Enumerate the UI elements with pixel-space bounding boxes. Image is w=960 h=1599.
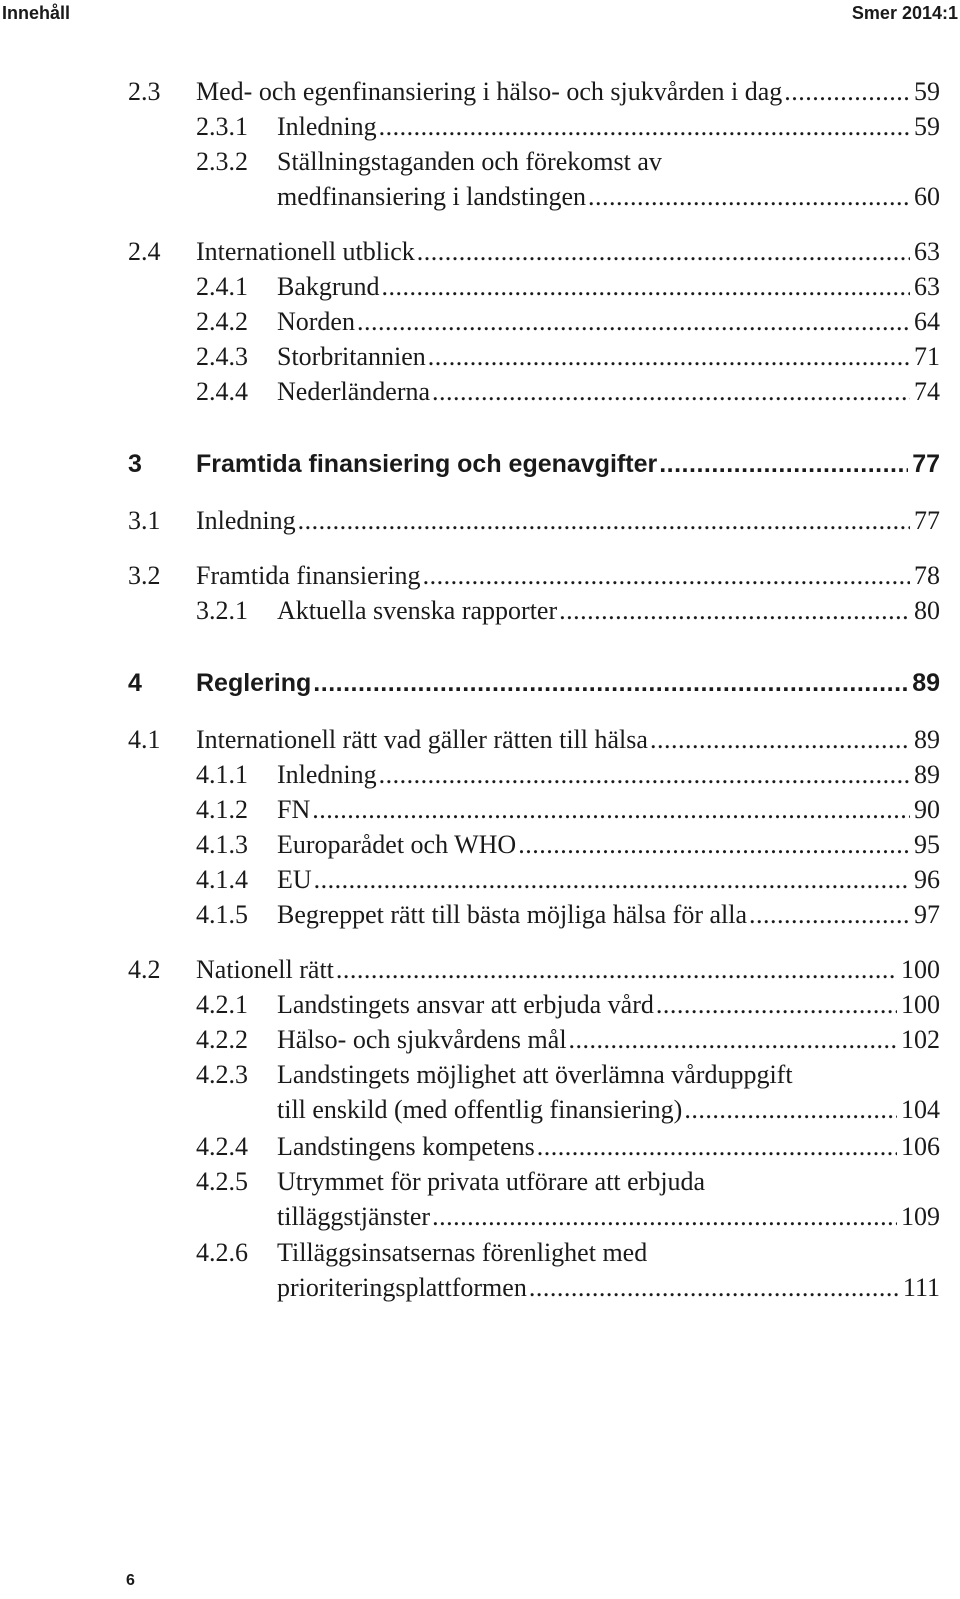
toc-entry-number: 4.1.2 (196, 795, 248, 824)
toc-entry-page: 102 (901, 1025, 940, 1054)
toc-entry-line (277, 179, 940, 214)
toc-entry-line (277, 1129, 940, 1164)
toc-entry-body (277, 1129, 940, 1164)
toc-entry-title: Bakgrund (277, 272, 380, 301)
toc-entry-body (277, 269, 940, 304)
toc-entry-body (277, 593, 940, 628)
toc-entry-page: 111 (902, 1273, 940, 1302)
dot-leader (684, 1092, 897, 1127)
toc-entry-line (277, 339, 940, 374)
dot-leader (382, 269, 910, 304)
toc-entry-page: 77 (914, 506, 940, 535)
dot-leader (432, 374, 910, 409)
toc-entry-body (277, 757, 940, 792)
toc-entry-number: 4.2.2 (196, 1025, 248, 1054)
toc-entry-body (277, 374, 940, 409)
toc-entry-number: 2.4.2 (196, 307, 248, 336)
toc-entry-number: 4.1.1 (196, 760, 248, 789)
toc-entry-body (277, 827, 940, 862)
toc-entry-number: 4 (128, 669, 142, 697)
dot-leader (379, 109, 910, 144)
toc-entry-title: Inledning (196, 506, 296, 535)
dot-leader (432, 1199, 897, 1234)
toc-entry-body (196, 447, 940, 482)
toc-entry-title: tilläggstjänster (277, 1202, 431, 1231)
dot-leader (313, 666, 908, 701)
toc-entry-line (277, 827, 940, 862)
toc-entry-page: 89 (914, 760, 940, 789)
toc-entry-number: 2.4.4 (196, 377, 248, 406)
toc-entry-body (277, 109, 940, 144)
toc-entry-title: medfinansiering i landstingen (277, 182, 587, 211)
toc-entry-page: 100 (901, 955, 940, 984)
toc-entry-number: 3.2 (128, 561, 161, 590)
toc-entry-line (277, 987, 940, 1022)
dot-leader (314, 862, 910, 897)
dot-leader (650, 722, 910, 757)
toc-entry-title: Framtida finansiering och egenavgifter (196, 450, 658, 478)
dot-leader (357, 304, 910, 339)
toc-entry-number: 4.2.5 (196, 1167, 248, 1196)
toc-entry-number: 3.1 (128, 506, 161, 535)
toc-entry-page: 106 (901, 1132, 940, 1161)
toc-entry-title: Framtida finansiering (196, 561, 421, 590)
toc-entry-line (277, 792, 940, 827)
dot-leader (428, 339, 910, 374)
toc-entry-line (277, 1270, 940, 1305)
toc-entry-title: Med- och egenfinansiering i hälso- och sjukvården i dag (196, 77, 783, 106)
dot-leader (423, 558, 910, 593)
toc-entry-title: Internationell rätt vad gäller rätten till hälsa (196, 725, 648, 754)
dot-leader (569, 1022, 897, 1057)
toc-entry-title: Begreppet rätt till bästa möjliga hälsa för alla (277, 900, 748, 929)
toc-entry-page: 97 (914, 900, 940, 929)
toc-entry-number: 4.1 (128, 725, 161, 754)
toc-entry-title: Nationell rätt (196, 955, 334, 984)
toc-entry-line (277, 1164, 940, 1199)
toc-entry-number: 4.2.1 (196, 990, 248, 1019)
toc-entry-title: Storbritannien (277, 342, 426, 371)
toc-entry-page: 63 (914, 272, 940, 301)
toc-entry-page: 59 (914, 77, 940, 106)
toc-entry-page: 74 (914, 377, 940, 406)
toc-entry-title: Internationell utblick (196, 237, 415, 266)
toc-entry-line (196, 952, 940, 987)
toc-entry-page: 109 (901, 1202, 940, 1231)
toc-entry-page: 71 (914, 342, 940, 371)
toc-entry-body (277, 1022, 940, 1057)
toc-entry-title: Norden (277, 307, 355, 336)
toc-entry-number: 4.1.4 (196, 865, 248, 894)
toc-entry-number: 3 (128, 450, 142, 478)
toc-entry-title: Europarådet och WHO (277, 830, 517, 859)
toc-entry-page: 80 (914, 596, 940, 625)
toc-entry-line (277, 374, 940, 409)
toc-entry-line (196, 722, 940, 757)
toc-entry-number: 3.2.1 (196, 596, 248, 625)
toc-entry-title: Hälso- och sjukvårdens mål (277, 1025, 567, 1054)
page-number: 6 (126, 1572, 135, 1589)
toc-entry-page: 90 (914, 795, 940, 824)
toc-entry-line (277, 1092, 940, 1127)
toc-entry-body (277, 304, 940, 339)
toc-entry-title: Nederländerna (277, 377, 431, 406)
toc-entry-title: Utrymmet för privata utförare att erbjuda (277, 1167, 706, 1196)
toc-entry-page: 89 (914, 725, 940, 754)
toc-entry-body (277, 144, 940, 214)
toc-entry-body (196, 558, 940, 593)
toc-entry-title: Inledning (277, 760, 377, 789)
toc-entry-number: 2.3.2 (196, 147, 248, 176)
toc-entry-line (277, 144, 940, 179)
toc-entry-number: 4.2.3 (196, 1060, 248, 1089)
dot-leader (518, 827, 910, 862)
toc-entry-line (277, 897, 940, 932)
dot-leader (588, 179, 910, 214)
toc-entry-line (196, 447, 940, 482)
toc-entry-page: 100 (901, 990, 940, 1019)
dot-leader (537, 1129, 897, 1164)
toc-entry-title: Ställningstaganden och förekomst av (277, 147, 662, 176)
dot-leader (784, 74, 910, 109)
running-head-report-id: Smer 2014:1 (851, 3, 958, 23)
toc-entry-title: till enskild (med offentlig finansiering) (277, 1095, 683, 1124)
toc-entry-body (277, 1164, 940, 1234)
toc-entry-number: 2.4.1 (196, 272, 248, 301)
toc-entry-body (196, 722, 940, 757)
toc-entry-number: 2.3.1 (196, 112, 248, 141)
toc-entry-number: 2.4.3 (196, 342, 248, 371)
toc-entry-line (277, 1022, 940, 1057)
toc-entry-body (196, 952, 940, 987)
toc-entry-number: 4.2 (128, 955, 161, 984)
toc-entry-title: Reglering (196, 669, 312, 697)
toc-entry-body (196, 503, 940, 538)
toc-entry-page: 78 (914, 561, 940, 590)
running-head (0, 0, 960, 30)
toc-entry-body (277, 792, 940, 827)
toc-entry-page: 95 (914, 830, 940, 859)
toc-entry-number: 4.2.4 (196, 1132, 248, 1161)
toc-entry-line (277, 1057, 940, 1092)
dot-leader (298, 503, 910, 538)
toc-entry-line (196, 234, 940, 269)
toc-entry-body (196, 666, 940, 701)
dot-leader (659, 447, 908, 482)
toc-entry-body (277, 987, 940, 1022)
toc-entry-title: Tilläggsinsatsernas förenlighet med (277, 1238, 648, 1267)
toc-entry-page: 77 (912, 450, 940, 478)
toc-entry-body (196, 234, 940, 269)
toc-entry-line (196, 74, 940, 109)
toc-entry-number: 4.2.6 (196, 1238, 248, 1267)
toc-entry-line (277, 593, 940, 628)
toc-entry-title: prioriteringsplattformen (277, 1273, 527, 1302)
toc-entry-page: 59 (914, 112, 940, 141)
toc-entry-body (277, 339, 940, 374)
toc-entry-page: 89 (912, 669, 940, 697)
dot-leader (656, 987, 897, 1022)
toc-entry-page: 96 (914, 865, 940, 894)
toc-entry-line (196, 503, 940, 538)
toc-entry-line (277, 862, 940, 897)
toc-entry-number: 2.3 (128, 77, 161, 106)
toc-entry-body (196, 74, 940, 109)
dot-leader (417, 234, 910, 269)
toc-entry-title: FN (277, 795, 311, 824)
toc-entry-body (277, 1057, 940, 1127)
toc-entry-body (277, 862, 940, 897)
toc-entry-line (277, 269, 940, 304)
toc-entry-page: 60 (914, 182, 940, 211)
toc-entry-title: Landstingens kompetens (277, 1132, 535, 1161)
toc-entry-line (277, 1235, 940, 1270)
dot-leader (379, 757, 910, 792)
toc-entry-number: 4.1.5 (196, 900, 248, 929)
toc-entry-line (196, 558, 940, 593)
toc-entry-body (277, 1235, 940, 1305)
toc-entry-title: EU (277, 865, 312, 894)
toc-entry-page: 104 (901, 1095, 940, 1124)
dot-leader (336, 952, 897, 987)
dot-leader (559, 593, 910, 628)
toc-entry-line (196, 666, 940, 701)
dot-leader (312, 792, 910, 827)
toc-entry-body (277, 897, 940, 932)
toc-entry-title: Inledning (277, 112, 377, 141)
running-head-section: Innehåll (2, 3, 71, 23)
toc-entry-title: Aktuella svenska rapporter (277, 596, 558, 625)
toc-entry-line (277, 304, 940, 339)
dot-leader (529, 1270, 899, 1305)
toc-entry-page: 63 (914, 237, 940, 266)
toc-entry-line (277, 757, 940, 792)
toc-entry-number: 2.4 (128, 237, 161, 266)
toc-entry-title: Landstingets ansvar att erbjuda vård (277, 990, 654, 1019)
toc-entry-number: 4.1.3 (196, 830, 248, 859)
toc-entry-page: 64 (914, 307, 940, 336)
toc-entry-title: Landstingets möjlighet att överlämna vårduppgift (277, 1060, 793, 1089)
dot-leader (749, 897, 910, 932)
toc-entry-line (277, 1199, 940, 1234)
toc-entry-line (277, 109, 940, 144)
